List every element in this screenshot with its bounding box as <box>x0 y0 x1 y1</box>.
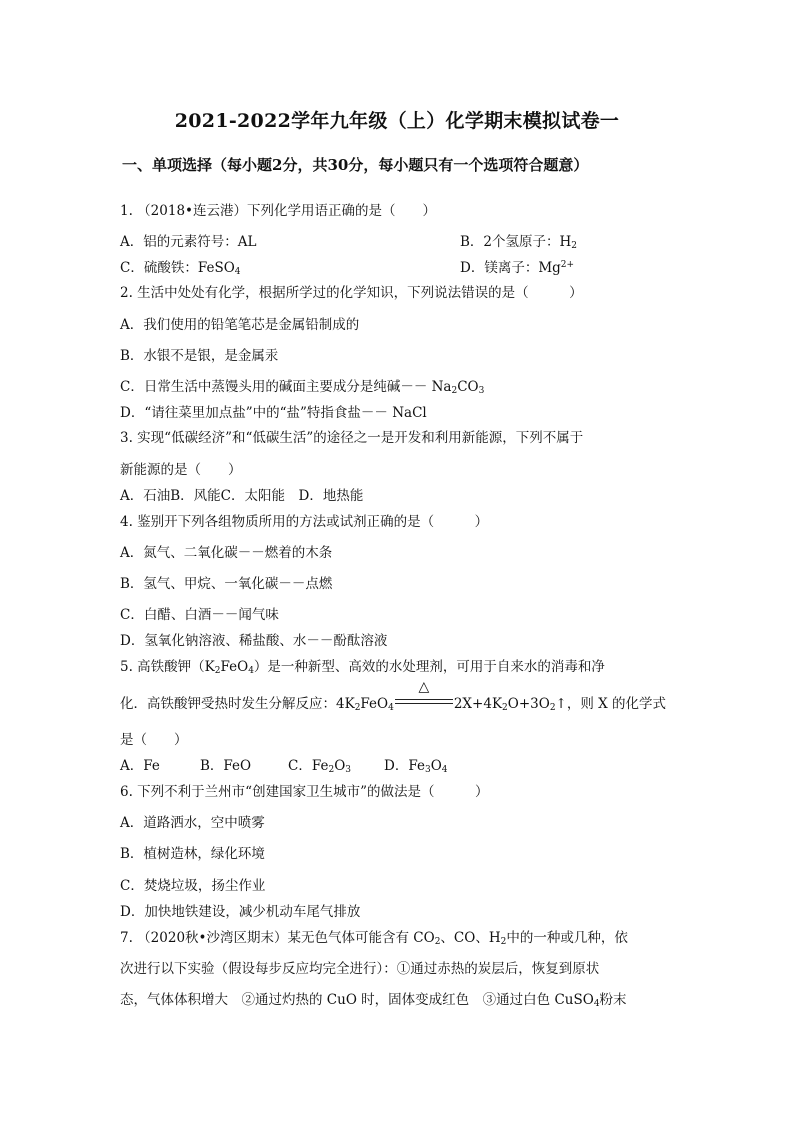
question-2-option-a: A．我们使用的铅笔笔芯是金属铅制成的 <box>120 317 360 333</box>
section-heading: 一、单项选择（每小题2分，共30分，每小题只有一个选项符合题意） <box>122 156 589 174</box>
option-c: C．硫酸铁：FeSO$_4$ <box>120 260 241 277</box>
option-b: B．2个氢原子：$H_2$ <box>460 234 578 251</box>
question-7-stem-line-2: 次进行以下实验（假设每步反应均完全进行）：①通过赤热的炭层后，恢复到原状 <box>120 961 600 977</box>
question-4-option-a: A．氮气、二氧化碳－－燃着的木条 <box>120 545 333 561</box>
option-a: A．铝的元素符号：AL <box>120 234 257 250</box>
question-5-stem-line-1: 5. 高铁酸钾$(K_2FeO_4)$是一种新型、高效的水处理剂，可用于自来水的消毒和净 <box>120 659 605 676</box>
question-3-stem-line-2: 新能源的是（ ） <box>120 462 242 478</box>
question-6-stem: 6. 下列不利于兰州市“创建国家卫生城市”的做法是（ ） <box>120 784 489 800</box>
question-6-option-c: C．焚烧垃圾，扬尘作业 <box>120 878 266 894</box>
question-5-stem-line-2: 化．高铁酸钾受热时发生分解反应：$4K_2FeO_4$ △ $2X+4K_2O+3O_2↑$，则 X 的化学式 <box>120 679 667 713</box>
question-5-stem-line-3: 是（ ） <box>120 732 188 748</box>
question-1-stem: 1. （2018•连云港）下列化学用语正确的是（ ） <box>120 203 436 219</box>
option-d: D．$Fe_3O_4$ <box>384 758 448 775</box>
question-7-stem-line-3: 态，气体体积增大 ②通过灼热的 CuO 时，固体变成红色 ③通过白色 CuSO$_4$粉末 <box>120 992 627 1009</box>
question-4-stem: 4. 鉴别开下列各组物质所用的方法或试剂正确的是（ ） <box>120 514 489 530</box>
question-1-options-row-1 <box>120 230 578 251</box>
question-6-option-b: B．植树造林，绿化环境 <box>120 846 265 862</box>
question-1-options-row-2 <box>120 256 575 277</box>
question-2-stem: 2. 生活中处处有化学，根据所学过的化学知识，下列说法错误的是（ ） <box>120 285 583 301</box>
question-4-option-b: B．氢气、甲烷、一氧化碳－－点燃 <box>120 576 333 592</box>
option-d: D．镁离子：$Mg^{2+}$ <box>460 260 575 276</box>
question-3-stem-line-1: 3. 实现“低碳经济”和“低碳生活”的途径之一是开发和利用新能源，下列不属于 <box>120 430 584 446</box>
question-6-option-a: A．道路洒水，空中喷雾 <box>120 815 265 831</box>
question-7-stem-line-1: 7. （2020秋•沙湾区期末）某无色气体可能含有 $CO_2$、CO、$H_2$中的一种或几种，依 <box>120 930 628 947</box>
option-a: A．Fe <box>120 758 160 774</box>
reaction-condition-sign <box>395 679 453 709</box>
question-2-option-c: C．日常生活中蒸馒头用的碱面主要成分是纯碱－－ $Na_2CO_3$ <box>120 379 485 396</box>
question-6-option-d: D．加快地铁建设，减少机动车尾气排放 <box>120 904 361 920</box>
heat-symbol: △ <box>418 679 430 695</box>
question-2-option-b: B．水银不是银，是金属汞 <box>120 348 279 364</box>
option-c: C．$Fe_2O_3$ <box>288 758 351 775</box>
question-5-options <box>120 754 448 775</box>
question-4-option-c: C．白醋、白酒－－闻气味 <box>120 607 279 623</box>
page-title: 2021-2022学年九年级（上）化学期末模拟试卷一 <box>174 110 620 132</box>
option-b: B．FeO <box>200 758 252 774</box>
question-2-option-d: D．“请往菜里加点盐”中的“盐”特指食盐－－ NaCl <box>120 405 427 421</box>
question-3-options: A．石油B．风能C．太阳能 D．地热能 <box>120 488 364 504</box>
question-4-option-d: D．氢氧化钠溶液、稀盐酸、水－－酚酞溶液 <box>120 633 388 649</box>
